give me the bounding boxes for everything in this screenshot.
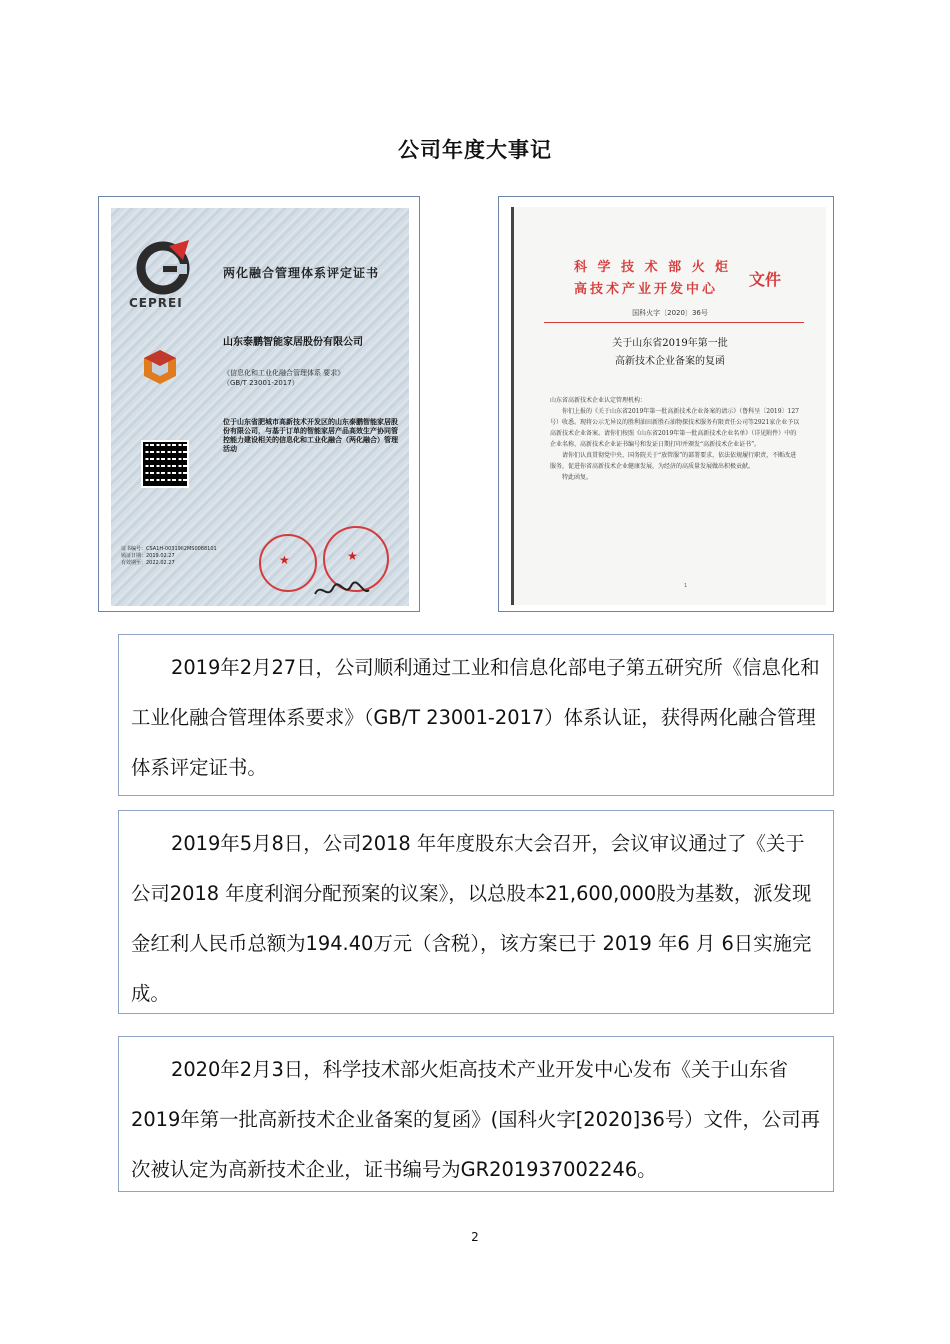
letter-paragraph: 请你们认真贯彻党中央、国务院关于“放管服”的部署要求，依法依规履行职责，不断改进服务，促进你省高新技术企业健康发展，为经济的高质量发展做出积极贡献。 (550, 452, 797, 470)
letter-paragraph: 你们上报的《关于山东省2019年第一批高新技术企业备案的请示》（鲁科呈〔2019〕127号）收悉。现将公示无异议的胜利油田新胜石油物探技术服务有限责任公司等2921家企业予以高新技术企业备案。请你们按照《山东省2019年第一批高新技术企业名单》（详见附件）中的企业名称、高新技术企业证书编号和发证日期打印并颁发“高新技术企业证书”。 (550, 408, 800, 448)
letter-subject-line1: 关于山东省2019年第一批 (612, 338, 728, 349)
page-title: 公司年度大事记 (398, 138, 552, 162)
certificate-standard-line2: （GB/T 23001-2017） (223, 379, 299, 387)
certificate-standard (223, 368, 393, 388)
certificate-valid-date: 有效期至：2022.02.27 (121, 560, 175, 566)
certificate-company: 山东泰鹏智能家居股份有限公司 (223, 337, 363, 348)
certificate-info (121, 546, 217, 567)
page-number: 2 (471, 1230, 479, 1244)
letter-subject (514, 335, 826, 371)
certificate-title: 两化融合管理体系评定证书 (223, 266, 380, 280)
letter-issuer-line1: 科 学 技 术 部 火 炬 (574, 260, 732, 275)
letter-subject-line2: 高新技术企业备案的复函 (615, 356, 725, 367)
certificate-image (111, 208, 409, 606)
certificate-issue-date: 颁证日期：2019.02.27 (121, 553, 175, 559)
letter-doc-label: 文件 (749, 270, 782, 289)
letter-doc-number: 国科火字〔2020〕36号 (632, 309, 708, 317)
certificate-photo-frame (98, 196, 420, 612)
event-box-certification: 2019年2月27日，公司顺利通过工业和信息化部电子第五研究所《信息化和工业化融合管理体系要求》（GB/T 23001-2017）体系认证，获得两化融合管理体系评定证书。 (118, 634, 834, 796)
certificate-standard-line1: 《信息化和工业化融合管理体系 要求》 (223, 369, 345, 377)
letter-body (550, 395, 800, 483)
event-box-dividend: 2019年5月8日，公司2018 年年度股东大会召开，会议审议通过了《关于公司2018 年度利润分配预案的议案》，以总股本21,600,000股为基数，派发现金红利人民币总额为194.40万元（含税），该方案已于 2019 年6 月 6日实施完成。 (118, 810, 834, 1014)
letter-issuer (574, 257, 731, 301)
certificate-brand: CEPREI (129, 296, 183, 310)
letter-page-mark: 1 (684, 583, 688, 589)
certificate-number: 证书编号：CSA1H-00319II2MS0088101 (121, 546, 217, 552)
letter-image (511, 207, 826, 605)
signature-icon (311, 580, 371, 602)
letter-salutation: 山东省高新技术企业认定管理机构： (550, 397, 647, 404)
accreditation-logo-icon (141, 348, 179, 386)
seal-star-icon: ★ (279, 553, 290, 567)
event-box-high-tech: 2020年2月3日，科学技术部火炬高技术产业开发中心发布《关于山东省2019年第一批高新技术企业备案的复函》(国科火字[2020]36号）文件，公司再次被认定为高新技术企业，证书编号为GR201937002246。 (118, 1036, 834, 1192)
letter-red-rule (544, 322, 804, 323)
letter-issuer-line2: 高技术产业开发中心 (574, 282, 719, 297)
certificate-scope: 位于山东省肥城市高新技术开发区的山东泰鹏智能家居股份有限公司，与基于订单的智能家居产品高效生产协同管控能力建设相关的信息化和工业化融合（两化融合）管理活动 (223, 418, 398, 453)
letter-closing: 特此函复。 (562, 474, 593, 481)
qr-code-icon (141, 440, 189, 488)
ceprei-logo-icon (133, 238, 193, 298)
letter-photo-frame (498, 196, 834, 612)
seal-star-icon: ★ (347, 549, 358, 563)
